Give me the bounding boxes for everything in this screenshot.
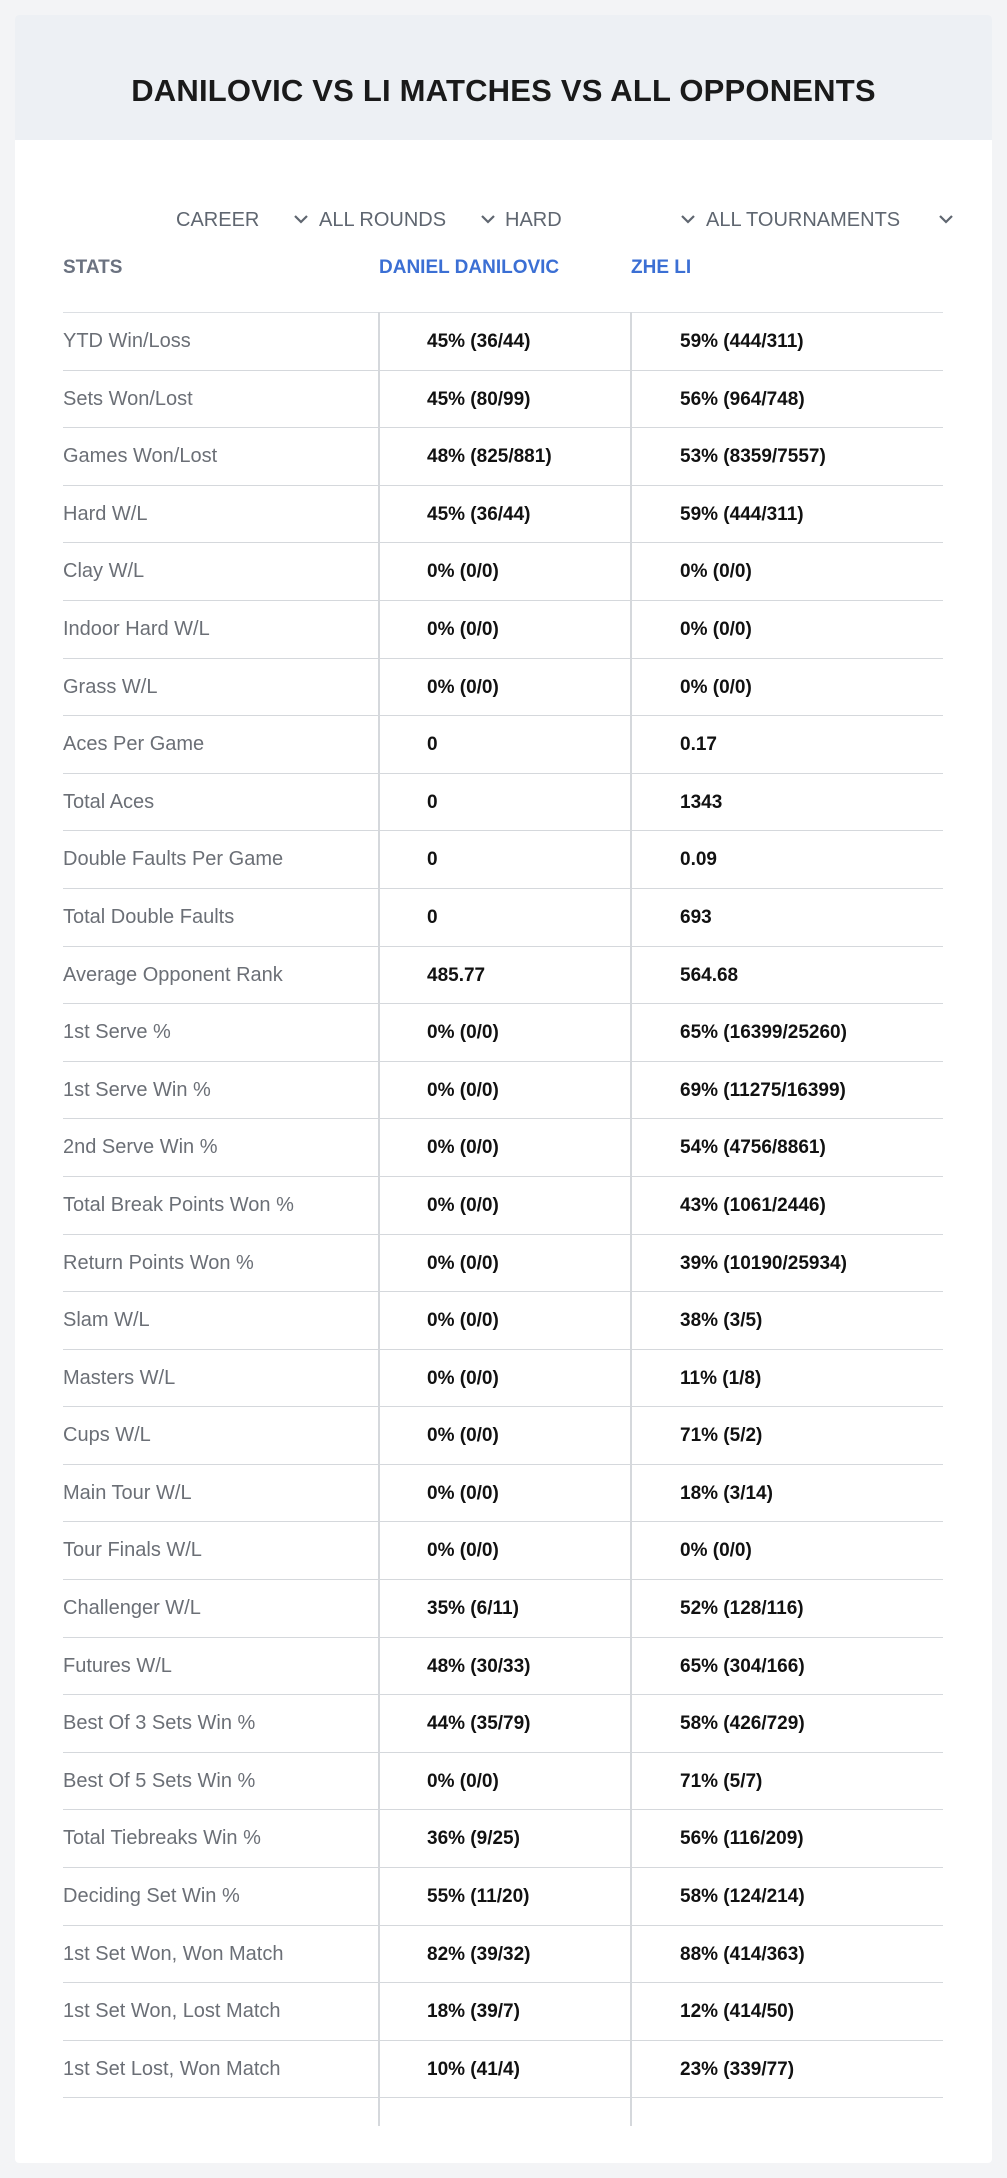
surface-filter-select[interactable] [505, 205, 700, 235]
stat-label: Cups W/L [63, 1424, 151, 1447]
player2-stat-value: 18% (3/14) [680, 1482, 773, 1504]
player1-stat-value: 0% (0/0) [427, 561, 499, 583]
player1-stat-value: 45% (36/44) [427, 331, 531, 352]
table-row [63, 1350, 943, 1408]
player1-stat-value: 0% (0/0) [427, 1079, 499, 1101]
table-row [63, 428, 943, 486]
player2-stat-value: 56% (964/748) [680, 388, 805, 410]
chevron-down-icon [293, 205, 313, 235]
player2-stat-value: 0% (0/0) [680, 1540, 752, 1562]
player2-stat-value: 54% (4756/8861) [680, 1137, 826, 1159]
stat-label: Total Break Points Won % [63, 1193, 294, 1216]
table-row [63, 1926, 943, 1984]
player1-stat-value: 36% (9/25) [427, 1828, 520, 1850]
player1-stat-value: 10% (41/4) [427, 2058, 520, 2080]
career-filter-value: CAREER [176, 209, 260, 231]
stat-label: Best Of 3 Sets Win % [63, 1712, 256, 1735]
tournament-filter-value: ALL TOURNAMENTS [706, 209, 901, 231]
table-row [63, 1695, 943, 1753]
chevron-down-icon [480, 205, 500, 235]
player1-stat-value: 0% (0/0) [427, 1252, 499, 1274]
table-row [63, 601, 943, 659]
player2-stat-value: 43% (1061/2446) [680, 1194, 826, 1216]
player1-stat-value: 0% (0/0) [427, 1137, 499, 1159]
stat-label: Total Aces [63, 790, 155, 813]
player2-stat-value: 564.68 [680, 964, 739, 986]
player2-stat-value: 53% (8359/7557) [680, 446, 826, 468]
player1-stat-value: 0 [427, 734, 438, 756]
table-row [63, 1810, 943, 1868]
stats-column-header: STATS [63, 257, 123, 278]
table-row [63, 1983, 943, 2041]
stat-label: Grass W/L [63, 675, 158, 698]
table-row [63, 1235, 943, 1293]
player2-stat-value: 59% (444/311) [680, 503, 804, 525]
player1-stat-value: 18% (39/7) [427, 2001, 520, 2023]
table-row [63, 1177, 943, 1235]
player1-stat-value: 0% (0/0) [427, 618, 499, 640]
player1-stat-value: 0% (0/0) [427, 1022, 499, 1044]
stat-label: Total Tiebreaks Win % [63, 1827, 261, 1850]
stat-label: Masters W/L [63, 1366, 176, 1389]
stat-label: 1st Set Won, Won Match [63, 1942, 284, 1965]
stat-label: 1st Set Won, Lost Match [63, 2000, 281, 2023]
player1-stat-value: 485.77 [427, 964, 486, 986]
table-row [63, 543, 943, 601]
player1-stat-value: 0% (0/0) [427, 676, 499, 698]
table-row [63, 716, 943, 774]
player1-stat-value: 0% (0/0) [427, 1310, 499, 1332]
player2-stat-value: 39% (10190/25934) [680, 1252, 847, 1274]
stat-label: Hard W/L [63, 502, 148, 525]
player1-stat-value: 0% (0/0) [427, 1540, 499, 1562]
stat-label: Challenger W/L [63, 1597, 201, 1620]
player1-stat-value: 0% (0/0) [427, 1425, 499, 1447]
table-row [63, 1580, 943, 1638]
stat-label: Double Faults Per Game [63, 848, 284, 871]
player2-stat-value: 65% (16399/25260) [680, 1022, 847, 1044]
page-title: DANILOVIC VS LI MATCHES VS ALL OPPONENTS [131, 73, 876, 108]
table-row [63, 1465, 943, 1523]
table-row [63, 1292, 943, 1350]
table-row [63, 889, 943, 947]
player1-stat-value: 48% (30/33) [427, 1655, 531, 1677]
table-row [63, 1004, 943, 1062]
player1-stat-value: 55% (11/20) [427, 1886, 530, 1908]
player2-stat-value: 88% (414/363) [680, 1943, 805, 1965]
round-filter-value: ALL ROUNDS [319, 209, 447, 231]
round-filter-select[interactable] [319, 205, 499, 235]
tournament-filter-select[interactable] [706, 205, 961, 235]
player1-stat-value: 0 [427, 906, 438, 928]
table-row [63, 1119, 943, 1177]
player2-stat-value: 59% (444/311) [680, 331, 804, 352]
table-row [63, 1753, 943, 1811]
stat-label: Games Won/Lost [63, 445, 218, 468]
player1-stat-value: 0% (0/0) [427, 1194, 499, 1216]
player1-stat-value: 0% (0/0) [427, 1367, 499, 1389]
player2-stat-value: 12% (414/50) [680, 2001, 795, 2023]
player1-stat-value: 0 [427, 791, 438, 813]
stat-label: Tour Finals W/L [63, 1539, 202, 1562]
player2-stat-value: 0% (0/0) [680, 618, 752, 640]
stat-label: Deciding Set Win % [63, 1885, 240, 1908]
stat-label: Futures W/L [63, 1654, 172, 1677]
stat-label: YTD Win/Loss [63, 330, 191, 352]
table-row [63, 831, 943, 889]
player2-stat-value: 23% (339/77) [680, 2058, 795, 2080]
stat-label: 2nd Serve Win % [63, 1136, 218, 1159]
player2-stat-value: 69% (11275/16399) [680, 1079, 846, 1101]
player2-column-header[interactable]: ZHE LI [631, 257, 692, 278]
player1-stat-value: 0% (0/0) [427, 1482, 499, 1504]
table-row [63, 313, 943, 371]
table-row [63, 1407, 943, 1465]
table-row [63, 2041, 943, 2099]
player2-stat-value: 0% (0/0) [680, 676, 752, 698]
player2-stat-value: 0% (0/0) [680, 561, 752, 583]
player2-stat-value: 0.17 [680, 734, 717, 756]
stat-label: Sets Won/Lost [63, 387, 193, 410]
player2-stat-value: 52% (128/116) [680, 1598, 804, 1620]
table-row [63, 1062, 943, 1120]
stat-label: Average Opponent Rank [63, 963, 283, 986]
player2-stat-value: 56% (116/209) [680, 1828, 804, 1850]
table-row [63, 1522, 943, 1580]
player1-stat-value: 44% (35/79) [427, 1713, 531, 1735]
stat-label: 1st Serve % [63, 1021, 171, 1044]
stat-label: Aces Per Game [63, 733, 205, 756]
player2-stat-value: 0.09 [680, 849, 717, 871]
stat-label: Slam W/L [63, 1309, 150, 1332]
player2-stat-value: 71% (5/2) [680, 1425, 763, 1447]
player1-column-header[interactable]: DANIEL DANILOVIC [379, 257, 560, 278]
surface-filter-value: HARD [505, 209, 562, 231]
player2-stat-value: 693 [680, 906, 712, 928]
stats-table [63, 313, 943, 2098]
stat-label: Clay W/L [63, 560, 145, 583]
stat-label: Indoor Hard W/L [63, 617, 210, 640]
player2-stat-value: 65% (304/166) [680, 1655, 805, 1677]
table-row [63, 774, 943, 832]
player1-stat-value: 48% (825/881) [427, 446, 552, 468]
player1-stat-value: 0% (0/0) [427, 1770, 499, 1792]
career-filter-select[interactable] [176, 205, 311, 235]
stat-label: Main Tour W/L [63, 1481, 192, 1504]
stat-label: 1st Serve Win % [63, 1078, 211, 1101]
player2-stat-value: 38% (3/5) [680, 1310, 763, 1332]
table-row [63, 947, 943, 1005]
player1-stat-value: 0 [427, 849, 438, 871]
player1-stat-value: 45% (80/99) [427, 388, 531, 410]
chevron-down-icon [938, 205, 958, 235]
table-row [63, 486, 943, 544]
player2-stat-value: 58% (426/729) [680, 1713, 805, 1735]
player2-stat-value: 11% (1/8) [680, 1367, 762, 1389]
table-row [63, 1638, 943, 1696]
table-row [63, 659, 943, 717]
stat-label: Best Of 5 Sets Win % [63, 1769, 256, 1792]
player1-stat-value: 82% (39/32) [427, 1943, 531, 1965]
player1-stat-value: 45% (36/44) [427, 503, 531, 525]
player2-stat-value: 1343 [680, 791, 723, 813]
table-row [63, 1868, 943, 1926]
player2-stat-value: 71% (5/7) [680, 1770, 763, 1792]
chevron-down-icon [680, 205, 700, 235]
table-row [63, 371, 943, 429]
stat-label: 1st Set Lost, Won Match [63, 2057, 281, 2080]
page-header [15, 15, 992, 140]
player1-stat-value: 35% (6/11) [427, 1598, 519, 1620]
player2-stat-value: 58% (124/214) [680, 1886, 805, 1908]
stat-label: Return Points Won % [63, 1251, 254, 1274]
stat-label: Total Double Faults [63, 905, 235, 928]
